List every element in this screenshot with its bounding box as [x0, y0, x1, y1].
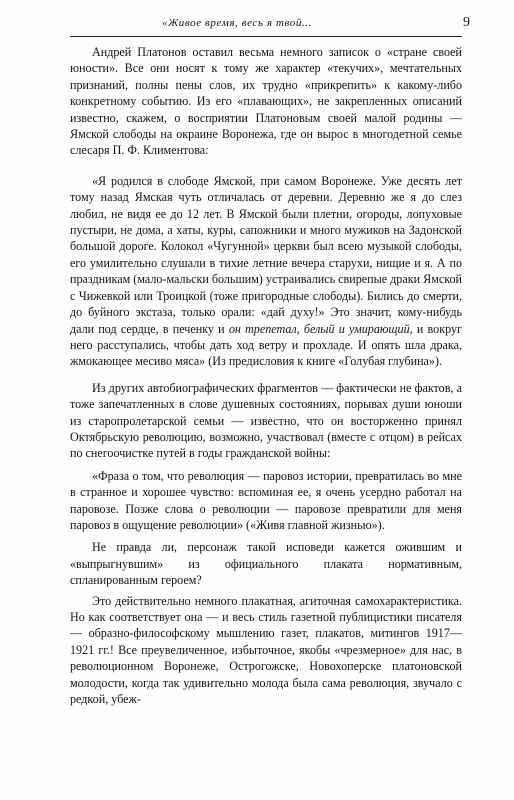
running-title: «Живое время, весь я твой...	[162, 17, 312, 29]
paragraph-fragments: Из других автобиографических фрагментов — фактически не фактов, а тоже запечатленных в слове душевных состояниях, порывах души юноши из старопролетарской семьи — известно, что он восторженно принял Октябрьскую революцию, возможно, участвовал (вместе с отцом) в рейсах по снегоочистке путей в годы гражданской войны:	[70, 380, 462, 461]
quote-revolution: «Фраза о том, что революция — паровоз истории, превратилась во мне в странное и хорошее чувство: вспоминая ее, я очень усердно работал на паровозе. Позже слова о революции — паровозе превратили для меня паровоз в ощущение революции» («Живя главной жизнью»).	[70, 468, 462, 532]
page-number: 9	[463, 15, 470, 30]
quote-childhood-part1: «Я родился в слободе Ямской, при самом Воронеже. Уже десять лет тому назад Ямская чуть отличалась от деревни. Деревню же я до слез любил, не видя ее до 12 лет. В Ямской были плетни, огороды, лопуховые пустыри, не дома, а хаты, куры, сапожники и много мужиков на Задонской большой дороге. Колокол «Чугунной» церкви был всею музыкой слободы, его умилительно слушали в тихие летние вечера старухи, нищие и я. А по праздникам (мало-мальски большим) устраивались свирепые драки Ямской с Чижевкой или Троицкой (тоже пригородные слободы). Бились до смерти, до буйного экстаза, только орали: «дай духу!» Это значит, кому-нибудь дали под сердце, в печенку и	[70, 173, 462, 336]
running-header	[70, 14, 470, 37]
quote-childhood-italic: он трепетал, белый и умирающий	[228, 321, 410, 336]
paragraph-hero: Не правда ли, персонаж такой исповеди кажется ожившим и «выпрыгнувшим» из официального плаката нормативным, спланированным героем?	[70, 540, 462, 588]
quote-childhood-part2: , и вокруг него расступались, чтобы дать ход ветру и прохладе. И опять шла драка, жмокающее месиво мяса» (Из предисловия к книге «Голубая глубина»).	[70, 321, 462, 369]
quote-childhood	[70, 173, 462, 370]
paragraph-intro: Андрей Платонов оставил весьма немного записок о «стране своей юности». Все они носят к тому же характер «текучих», мечтательных признаний, полны пены слов, их трудно «прикрепить» к какому-либо конкретному событию. Из его «плавающих», не закрепленных описаний известно, скажем, о восприятии Платоновым своей малой родины — Ямской слободы на окраине Воронежа, где он вырос в многодетной семье слесаря П. Ф. Климентова:	[70, 45, 462, 158]
body-text	[70, 44, 462, 707]
paragraph-poster: Это действительно немного плакатная, агиточная самохарактеристика. Но как соответствует она — и весь стиль газетной публицистики писателя — образно-философскому мышлению газет, плакатов, митингов 1917—1921 гг.! Все преувеличенное, избыточное, якобы «чрезмерное» для нас, в революционном Воронеже, Острогожске, Новохоперске платоновской молодости, когда так удивительно молода была сама революция, звучало с редкой, убеж-	[70, 593, 462, 707]
